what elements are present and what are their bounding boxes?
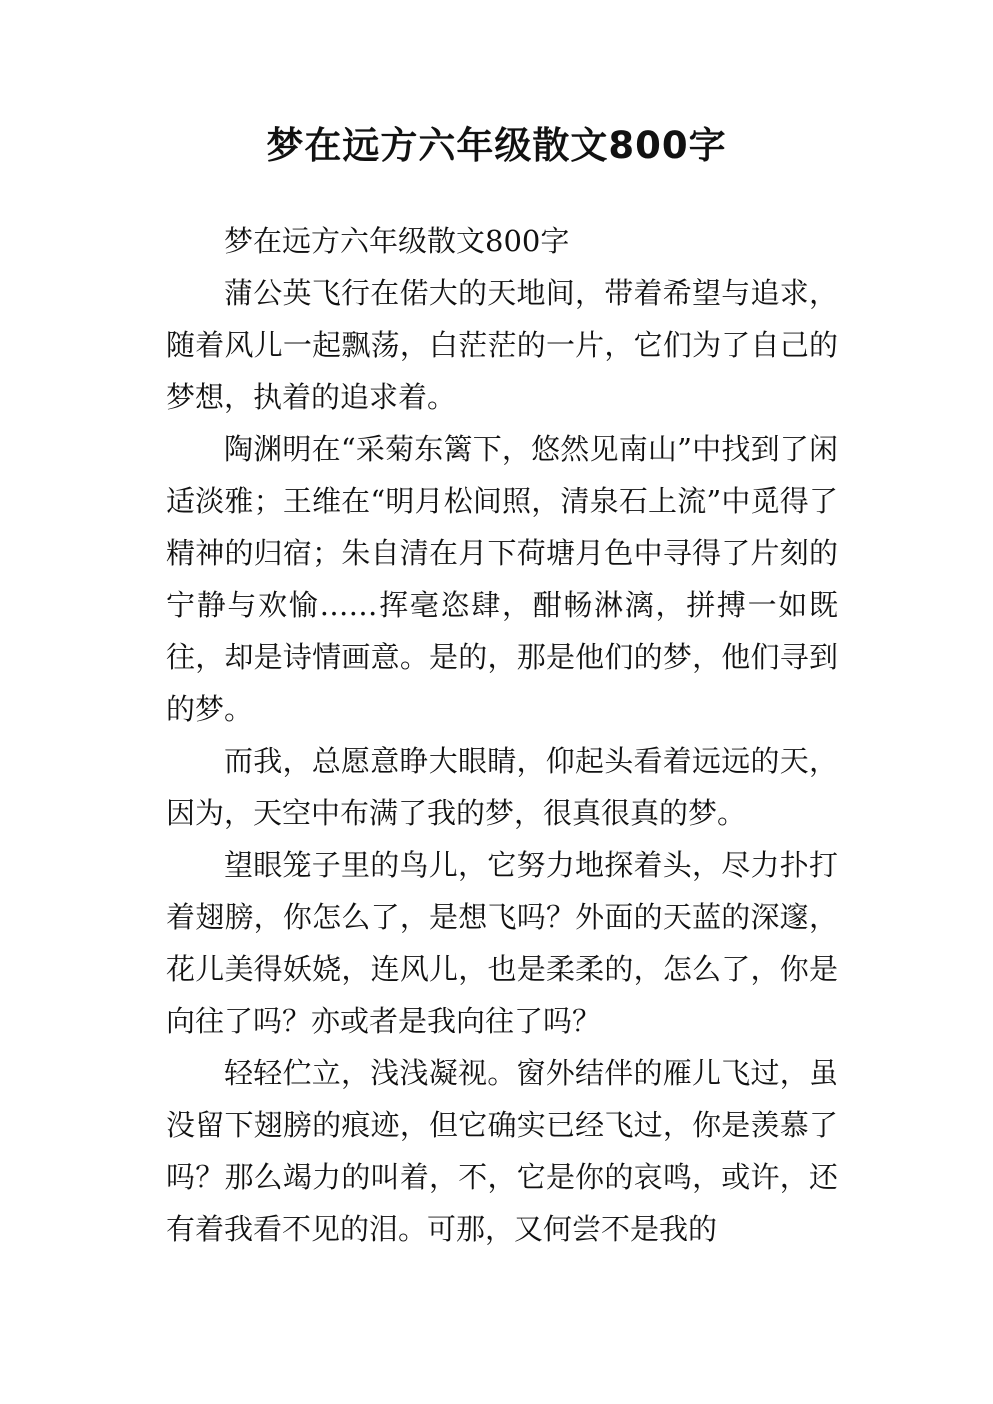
paragraph-subtitle: 梦在远方六年级散文800字 — [224, 224, 570, 258]
document-body — [166, 215, 838, 1255]
document-title: 梦在远方六年级散文800字 — [266, 124, 727, 167]
paragraph-dandelion: 蒲公英飞行在偌大的天地间，带着希望与追求，随着风儿一起飘荡，白茫茫的一片，它们为了自己的梦想，执着的追求着。 — [166, 276, 838, 414]
paragraph-caged-bird: 望眼笼子里的鸟儿，它努力地探着头，尽力扑打着翅膀，你怎么了，是想飞吗？外面的天蓝的深邃，花儿美得妖娆，连风儿，也是柔柔的，怎么了，你是向往了吗？亦或者是我向往了吗？ — [166, 848, 838, 1038]
paragraph-wild-geese: 轻轻伫立，浅浅凝视。窗外结伴的雁儿飞过，虽没留下翅膀的痕迹，但它确实已经飞过，你是羡慕了吗？那么竭力的叫着，不，它是你的哀鸣，或许，还有着我看不见的泪。可那，又何尝不是我的 — [166, 1056, 838, 1246]
paragraph-sky: 而我，总愿意睁大眼睛，仰起头看着远远的天，因为，天空中布满了我的梦，很真很真的梦。 — [166, 744, 838, 830]
paragraph-poets: 陶渊明在“采菊东篱下，悠然见南山”中找到了闲适淡雅；王维在“明月松间照，清泉石上流”中觅得了精神的归宿；朱自清在月下荷塘月色中寻得了片刻的宁静与欢愉……挥毫恣肆，酣畅淋漓，拼搏一如既往，却是诗情画意。是的，那是他们的梦，他们寻到的梦。 — [166, 432, 838, 726]
